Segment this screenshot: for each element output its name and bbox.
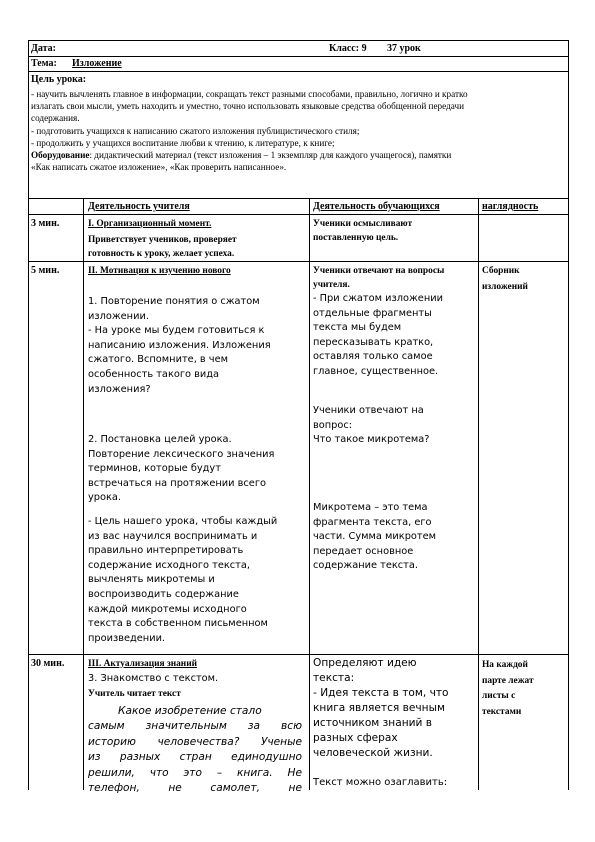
row2-students-p1-line: оставляя только самое — [313, 351, 433, 363]
row1-teacher-title: I. Организационный момент. — [88, 219, 212, 229]
row3-quote-line: Какое изобретение стало — [118, 705, 262, 717]
row3-students-line: Определяют идею — [313, 657, 417, 669]
row2-students-p1-line: - При сжатом изложении — [313, 293, 443, 304]
row2-teacher-p1-line: написанию изложения. Изложения — [88, 339, 271, 351]
row3-visual-line: текстами — [482, 706, 522, 717]
row2-students-p2 — [313, 404, 476, 448]
row2-students-p1-line: главное, существенное. — [313, 365, 439, 377]
row2-teacher-p3-line: произведении. — [88, 632, 166, 644]
row2-teacher-p3-line: каждой микротемы исходного — [88, 603, 247, 615]
goal-line-3: содержания. — [31, 113, 80, 123]
hline-topic — [28, 71, 569, 72]
class-label: Класс: 9 — [329, 43, 367, 54]
row2-teacher-p2-line: терминов, которые будут — [88, 463, 221, 475]
row2-teacher-p1 — [88, 295, 306, 397]
row2-teacher-p3 — [88, 515, 306, 646]
row2-students-p1-line: пересказывать кратко, — [313, 336, 434, 348]
lesson-label: 37 урок — [387, 43, 421, 54]
row2-students-p3-line: передает основное — [313, 545, 414, 557]
row3-students-line: человеческой жизни. — [313, 747, 433, 759]
row2-teacher-p1-line: изложении. — [88, 310, 149, 322]
topic-label: Тема: — [31, 58, 57, 69]
vline-col1 — [83, 198, 84, 790]
frame-top — [28, 40, 569, 41]
row3-students-tail: Текст можно озаглавить: — [313, 777, 448, 788]
row3-visual — [482, 658, 566, 720]
row2-teacher-p1-line: особенность такого вида — [88, 368, 220, 380]
goal-line-4: - подготовить учащихся к написанию сжатого изложения публицистического стиля; — [31, 126, 360, 136]
row3-students-line: текста: — [313, 672, 355, 684]
date-label: Дата: — [31, 43, 56, 54]
row2-teacher-p3-line: - Цель нашего урока, чтобы каждый — [88, 516, 278, 527]
goal-line-5: - продолжить у учащихся воспитание любви к чтению, к литературе, к книге; — [31, 138, 335, 148]
row2-teacher-p1-line: - На уроке мы будем готовиться к — [88, 325, 265, 337]
goals-title: Цель урока: — [31, 74, 87, 85]
row2-teacher-p3-line: текста в собственном письменном — [88, 618, 268, 630]
row3-quote-line: решили, что это – книга. Не — [88, 766, 302, 779]
row2-time: 5 мин. — [31, 265, 60, 276]
frame-left — [28, 40, 29, 790]
equipment-label: Оборудование — [31, 150, 90, 160]
row3-students-line: - Идея текста в том, что — [313, 687, 449, 699]
row2-students-p1 — [313, 292, 476, 380]
row3-students-line: источником знаний в — [313, 717, 433, 729]
row3-visual-line: На каждой — [482, 660, 528, 670]
hline-headers — [28, 214, 569, 215]
row2-students-p3-line: Микротема – это тема — [313, 502, 428, 513]
frame-right — [568, 40, 569, 790]
row2-visual-line1: Сборник — [482, 266, 520, 276]
row3-teacher-sub: 3. Знакомство с текстом. — [88, 673, 219, 684]
row2-teacher-p2 — [88, 433, 306, 506]
row2-teacher-p1-line: изложения? — [88, 383, 151, 395]
row1-students-line1: Ученики осмысливают — [313, 219, 413, 229]
row2-students-title-1: Ученики отвечают на вопросы — [313, 266, 445, 276]
row2-teacher-title: II. Мотивация к изучению нового — [88, 266, 231, 276]
row3-visual-line: листы с — [482, 691, 516, 701]
row3-quote — [88, 704, 302, 796]
header-visual: наглядность — [482, 201, 539, 212]
row1-students-line2: поставленную цель. — [313, 233, 399, 243]
row3-students — [313, 656, 476, 761]
row2-teacher-p2-line: 2. Постановка целей урока. — [88, 434, 232, 445]
vline-col3 — [478, 198, 479, 790]
row2-students-p1-line: текста мы будем — [313, 322, 402, 334]
row2-teacher-p1-line: 1. Повторение понятия о сжатом — [88, 296, 260, 307]
row3-quote-line: самым значительным за всю — [88, 720, 302, 733]
row2-teacher-p1-line: сжатого. Вспомните, в чем — [88, 354, 229, 366]
goal-line-1: - научить вычленять главное в информации, сокращать текст разными способами, правильно, логично и кратко — [31, 89, 468, 99]
hline-row2 — [28, 654, 569, 655]
row3-teacher-title: III. Актуализация знаний — [88, 659, 198, 669]
row2-students-p2-line: вопрос: — [313, 419, 353, 431]
hline-row1 — [28, 261, 569, 262]
row2-teacher-p3-line: правильно интерпретировать — [88, 545, 244, 557]
row2-teacher-p3-line: из вас научился воспринимать и — [88, 530, 258, 542]
row2-students-p3-line: содержание текста. — [313, 560, 419, 572]
row2-visual-line2: изложений — [482, 282, 528, 292]
hline-goals — [28, 198, 569, 199]
row3-quote-line: телефон, не самолет, не — [88, 782, 302, 795]
goal-line-2: излагать свои мысли, уметь находить и уместно, точно использовать языковые средства обобщенной передачи — [31, 101, 465, 111]
row2-students-p3-line: части. Сумма микротем — [313, 531, 437, 543]
row3-teacher-bold: Учитель читает текст — [88, 689, 181, 699]
row3-quote-line: историю человечества? Ученые — [88, 735, 302, 748]
row2-students-p3-line: фрагмента текста, его — [313, 516, 432, 528]
row1-time: 3 мин. — [31, 218, 60, 229]
row2-teacher-p3-line: воспроизводить содержание — [88, 588, 239, 600]
row2-students-p2-line: Что такое микротема? — [313, 434, 430, 446]
equipment-line-2: «Как написать сжатое изложение», «Как проверить написанное». — [31, 162, 287, 172]
topic-value: Изложение — [72, 58, 122, 69]
row3-students-line: книга является вечным — [313, 702, 445, 714]
row2-teacher-p2-line: встречаться на протяжении всего — [88, 477, 266, 489]
row3-students-line: разных сферах — [313, 732, 398, 744]
vline-col2 — [309, 198, 310, 790]
row2-teacher-p3-line: вычленять микротемы и — [88, 574, 215, 586]
row2-teacher-p2-line: урока. — [88, 492, 122, 504]
equipment-text: : дидактический материал (текст изложения – 1 экземпляр для каждого учащегося), памятки — [89, 150, 452, 160]
row2-teacher-p2-line: Повторение лексического значения — [88, 448, 275, 460]
header-teacher: Деятельность учителя — [88, 201, 190, 212]
row2-students-title-2: учителя. — [313, 280, 350, 290]
row2-students-p2-line: Ученики отвечают на — [313, 405, 424, 416]
hline-date — [28, 56, 569, 57]
row1-teacher-line2: готовность к уроку, желает успеха. — [88, 249, 235, 259]
row3-visual-line: парте лежат — [482, 675, 534, 686]
row3-time: 30 мин. — [31, 658, 65, 669]
row2-teacher-p3-line: содержание исходного текста, — [88, 559, 250, 571]
equipment-line-1 — [31, 149, 451, 161]
row1-teacher-line1: Приветствует учеников, проверяет — [88, 235, 237, 245]
header-students: Деятельность обучающихся — [313, 201, 440, 212]
row2-students-p3 — [313, 501, 476, 574]
row2-students-p1-line: отдельные фрагменты — [313, 307, 432, 319]
row3-quote-line: из разных стран единодушно — [88, 751, 302, 764]
